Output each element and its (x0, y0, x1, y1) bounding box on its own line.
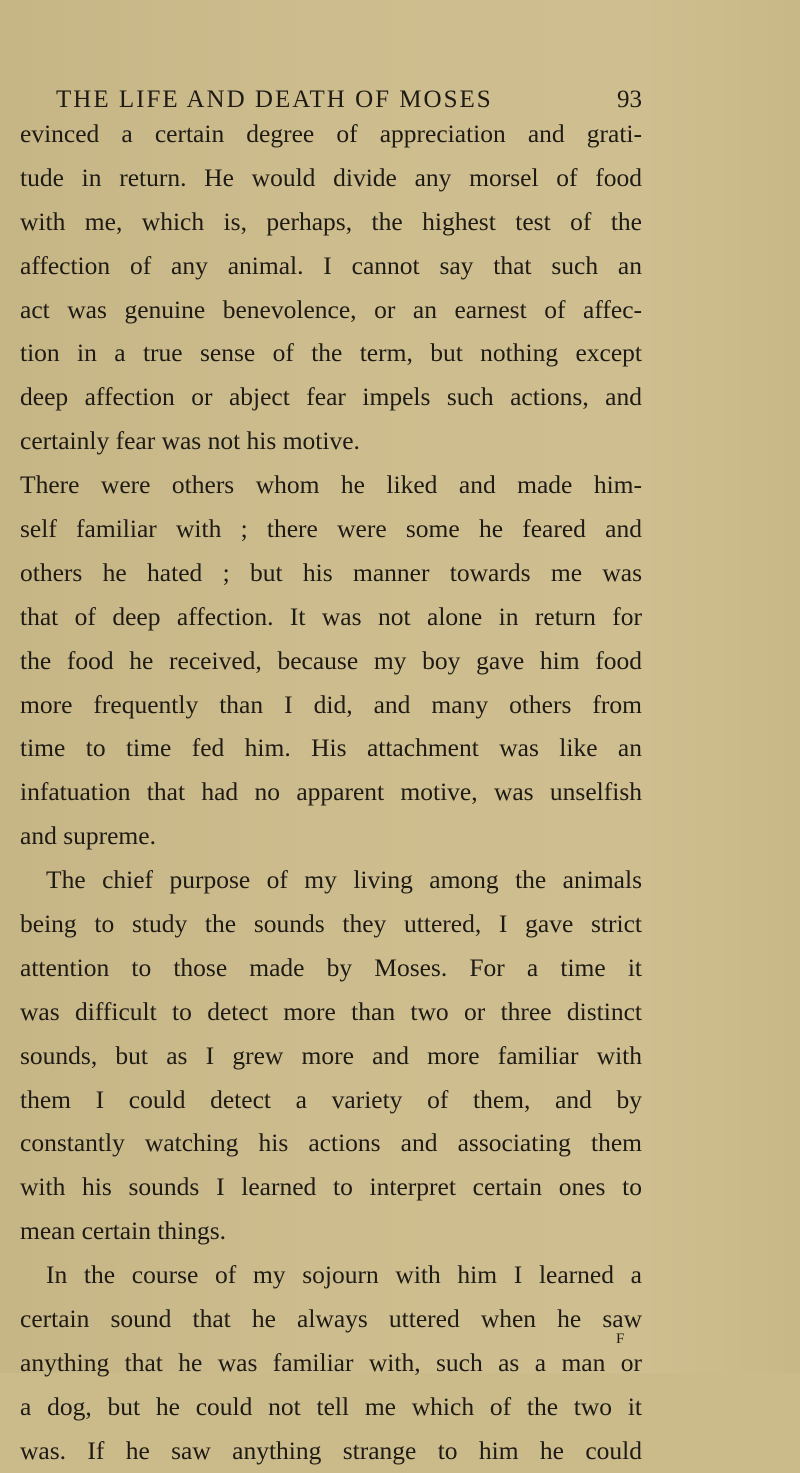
body-text (20, 112, 642, 1473)
text-line: constantly watching his actions and associating them (20, 1128, 642, 1158)
signature-mark: F (616, 1331, 625, 1347)
text-line: tude in return. He would divide any morsel of food (20, 162, 642, 192)
text-line: the food he received, because my boy gave him food (20, 645, 642, 675)
text-line: with me, which is, perhaps, the highest test of the (20, 206, 642, 236)
running-title: THE LIFE AND DEATH OF MOSES (56, 86, 493, 113)
text-line: evinced a certain degree of appreciation and grati- (20, 119, 642, 148)
text-line: In the course of my sojourn with him I learned a (46, 1260, 642, 1290)
text-line: was difficult to detect more than two or three distinct (20, 996, 642, 1026)
text-line: attention to those made by Moses. For a time it (20, 952, 642, 982)
text-line: deep affection or abject fear impels such actions, and (20, 382, 642, 412)
text-line: affection of any animal. I cannot say that such an (20, 250, 642, 280)
text-line: that of deep affection. It was not alone in return for (20, 601, 642, 631)
text-line: act was genuine benevolence, or an earnest of affec- (20, 294, 642, 324)
text-line: with his sounds I learned to interpret certain ones to (20, 1172, 642, 1202)
text-line: time to time fed him. His attachment was like an (20, 733, 642, 763)
text-line: certainly fear was not his motive. (20, 426, 360, 456)
text-line: was. If he saw anything strange to him he could (20, 1435, 642, 1465)
page-number: 93 (617, 86, 642, 113)
text-line: anything that he was familiar with, such as a man or (20, 1347, 642, 1377)
text-line: There were others whom he liked and made him- (20, 470, 642, 500)
text-line: being to study the sounds they uttered, I gave strict (20, 909, 642, 939)
text-line: more frequently than I did, and many others from (20, 689, 642, 719)
text-line: a dog, but he could not tell me which of the two it (20, 1391, 642, 1421)
text-line: and supreme. (20, 821, 156, 851)
text-line: infatuation that had no apparent motive, was unselfish (20, 777, 642, 807)
text-line: them I could detect a variety of them, and by (20, 1084, 642, 1114)
text-line: sounds, but as I grew more and more familiar with (20, 1040, 642, 1070)
text-line: others he hated ; but his manner towards me was (20, 557, 642, 587)
text-line: The chief purpose of my living among the animals (46, 865, 642, 895)
text-line: certain sound that he always uttered when he saw (20, 1304, 642, 1334)
running-header (56, 86, 642, 114)
text-line: tion in a true sense of the term, but nothing except (20, 338, 642, 368)
text-line: self familiar with ; there were some he feared and (20, 514, 642, 544)
text-line: mean certain things. (20, 1216, 227, 1246)
